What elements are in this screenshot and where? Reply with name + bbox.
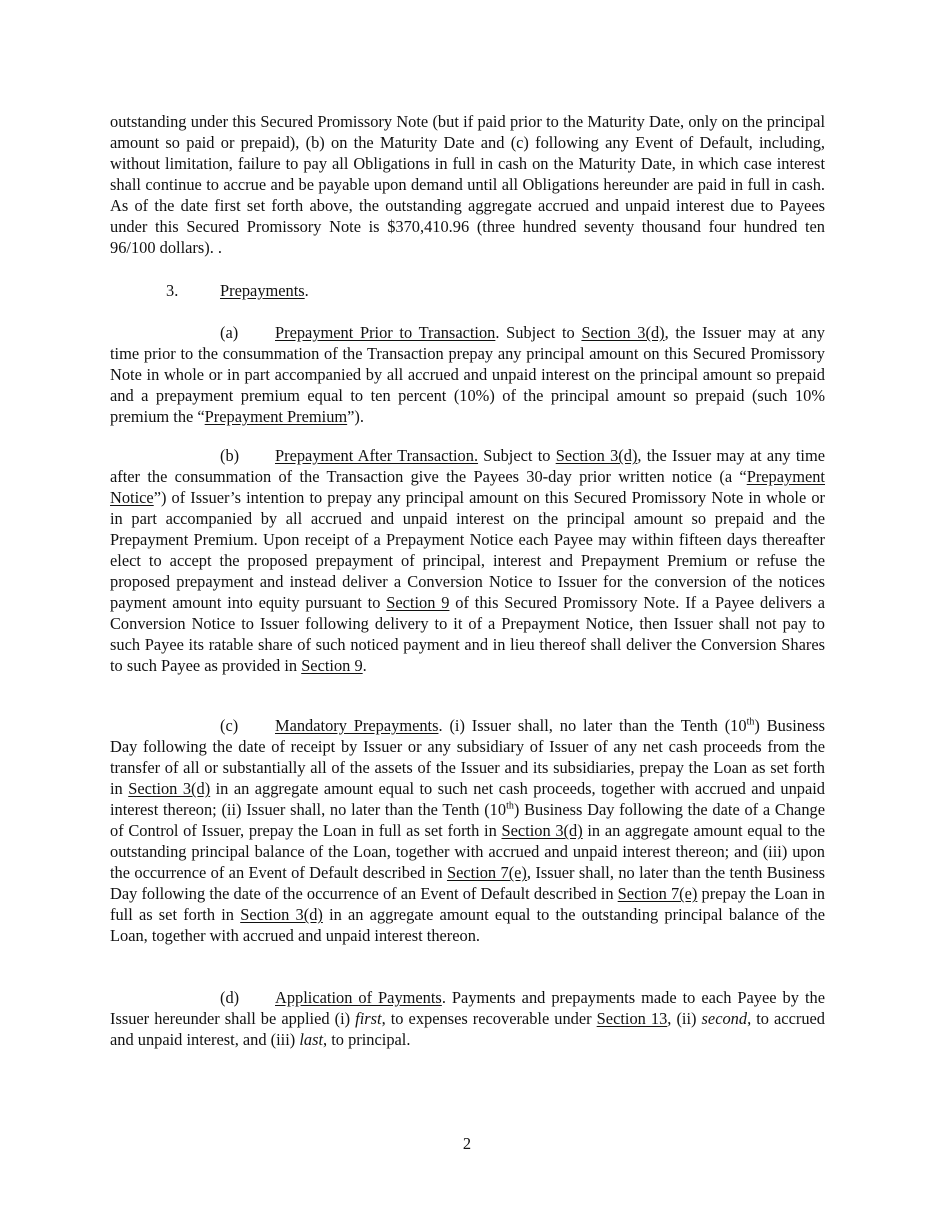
section-reference: Section 9 [301, 656, 363, 675]
text-run: , the Issuer may at any time after the consummation of the Transaction give the Payees 30-day prior written notice (a “ [110, 446, 825, 486]
page-number: 2 [462, 1134, 472, 1153]
section-reference: Section 3(d) [240, 905, 323, 924]
text-run: prepay the Loan in full as set forth in [110, 884, 826, 924]
section-reference: Section 3(d) [581, 323, 665, 342]
text-run: ”) of Issuer’s intention to prepay any principal amount on this Secured Promissory Note in whole or in part accompanied by all accrued and unpaid interest on the principal amount so prepaid and the Prepayment Premium. Upon receipt of a Prepayment Notice each Payee may within fifteen days thereafter elect to accept the proposed prepayment of principal, interest and Prepayment Premium or refuse the proposed prepayment and instead deliver a Conversion Notice to Issuer for the conversion of the notices payment amount into equity pursuant to [110, 488, 825, 612]
subsection-label: (b) [220, 446, 240, 465]
subsection-title: Application of Payments [275, 988, 442, 1007]
subsection-b [110, 445, 825, 676]
section-reference: Section 13 [596, 1009, 668, 1028]
text-run: ”). [347, 407, 364, 426]
text-run: , the Issuer may at any time prior to the consummation of the Transaction prepay any principal amount on this Secured Promissory Note in whole or in part accompanied by all accrued and unpaid interest on the principal amount so prepaid and a prepayment premium equal to ten percent (10%) of the principal amount so prepaid (such 10% premium the “ [110, 323, 825, 426]
section-reference: Section 7(e) [617, 884, 698, 903]
subsection-a [110, 322, 825, 427]
subsection-c [110, 715, 825, 946]
subsection-label: (a) [220, 323, 239, 342]
subsection-label: (c) [220, 716, 239, 735]
section-reference: Section 3(d) [555, 446, 638, 465]
emphasis-second: second [701, 1009, 748, 1028]
text-run: Subject to [478, 446, 556, 465]
subsection-title: Prepayment After Transaction. [275, 446, 479, 465]
section-reference: Section 3(d) [128, 779, 211, 798]
text-run: in an aggregate amount equal to the outstanding principal balance of the Loan, together with accrued and unpaid interest thereon; and (iii) upon the occurrence of an Event of Default described in [110, 821, 825, 882]
text-run: of this Secured Promissory Note. If a Payee delivers a Conversion Notice to Issuer following delivery to it of a Prepayment Notice, then Issuer shall not pay to such Payee its ratable share of such noticed payment and in lieu thereof shall deliver the Conversion Shares to such Payee as provided in [110, 593, 825, 675]
text-run: . Payments and prepayments made to each Payee by the Issuer hereunder shall be applied (i) [110, 988, 825, 1028]
section-title-suffix: . [304, 281, 309, 300]
section-title: Prepayments [220, 281, 305, 300]
section-reference: Section 3(d) [501, 821, 583, 840]
paragraph-text: outstanding under this Secured Promissory Note (but if paid prior to the Maturity Date, only on the principal amount so paid or prepaid), (b) on the Maturity Date and (c) following any Event of Default, including, without limitation, failure to pay all Obligations in full in cash on the Maturity Date, in which case interest shall continue to accrue and be payable upon demand until all Obligations hereunder are paid in full in cash. As of the date first set forth above, the outstanding aggregate accrued and unpaid interest due to Payees under this Secured Promissory Note is $370,410.96 (three hundred seventy thousand four hundred ten 96/100 dollars). . [110, 112, 825, 257]
subsection-d [110, 987, 825, 1050]
text-run: , to expenses recoverable under [381, 1009, 597, 1028]
text-run: , (ii) [667, 1009, 702, 1028]
emphasis-first: first [355, 1009, 382, 1028]
section-reference: Section 9 [386, 593, 450, 612]
section-number: 3. [166, 281, 179, 300]
subsection-label: (d) [220, 988, 240, 1007]
text-run: . (i) Issuer shall, no later than the Tenth (10 [438, 716, 747, 735]
ordinal-superscript: th [506, 800, 514, 812]
text-run: ) Business Day following the date of a Change of Control of Issuer, prepay the Loan in full as set forth in [110, 800, 825, 840]
defined-term: Prepayment Premium [204, 407, 348, 426]
subsection-title: Prepayment Prior to Transaction [275, 323, 496, 342]
text-run: , to accrued and unpaid interest, and (iii) [110, 1009, 825, 1049]
text-run: , Issuer shall, no later than the tenth Business Day following the date of the occurrence of an Event of Default described in [110, 863, 825, 903]
section-reference: Section 7(e) [446, 863, 527, 882]
text-run: in an aggregate amount equal to the outstanding principal balance of the Loan, together with accrued and unpaid interest thereon. [110, 905, 825, 945]
text-run: ) Business Day following the date of receipt by Issuer or any subsidiary of Issuer of any net cash proceeds from the transfer of all or substantially all of the assets of the Issuer and its subsidiaries, prepay the Loan as set forth in [110, 716, 825, 798]
emphasis-last: last [299, 1030, 324, 1049]
text-run: in an aggregate amount equal to such net cash proceeds, together with accrued and unpaid interest thereon; (ii) Issuer shall, no later than the Tenth (10 [110, 779, 825, 819]
section-heading-prepayments [110, 280, 825, 301]
text-run: . [362, 656, 367, 675]
subsection-title: Mandatory Prepayments [275, 716, 439, 735]
text-run: . Subject to [495, 323, 582, 342]
ordinal-superscript: th [746, 716, 755, 728]
text-run: , to principal. [323, 1030, 411, 1049]
defined-term: Prepayment Notice [110, 467, 825, 507]
paragraph-interest-continued [110, 111, 825, 258]
